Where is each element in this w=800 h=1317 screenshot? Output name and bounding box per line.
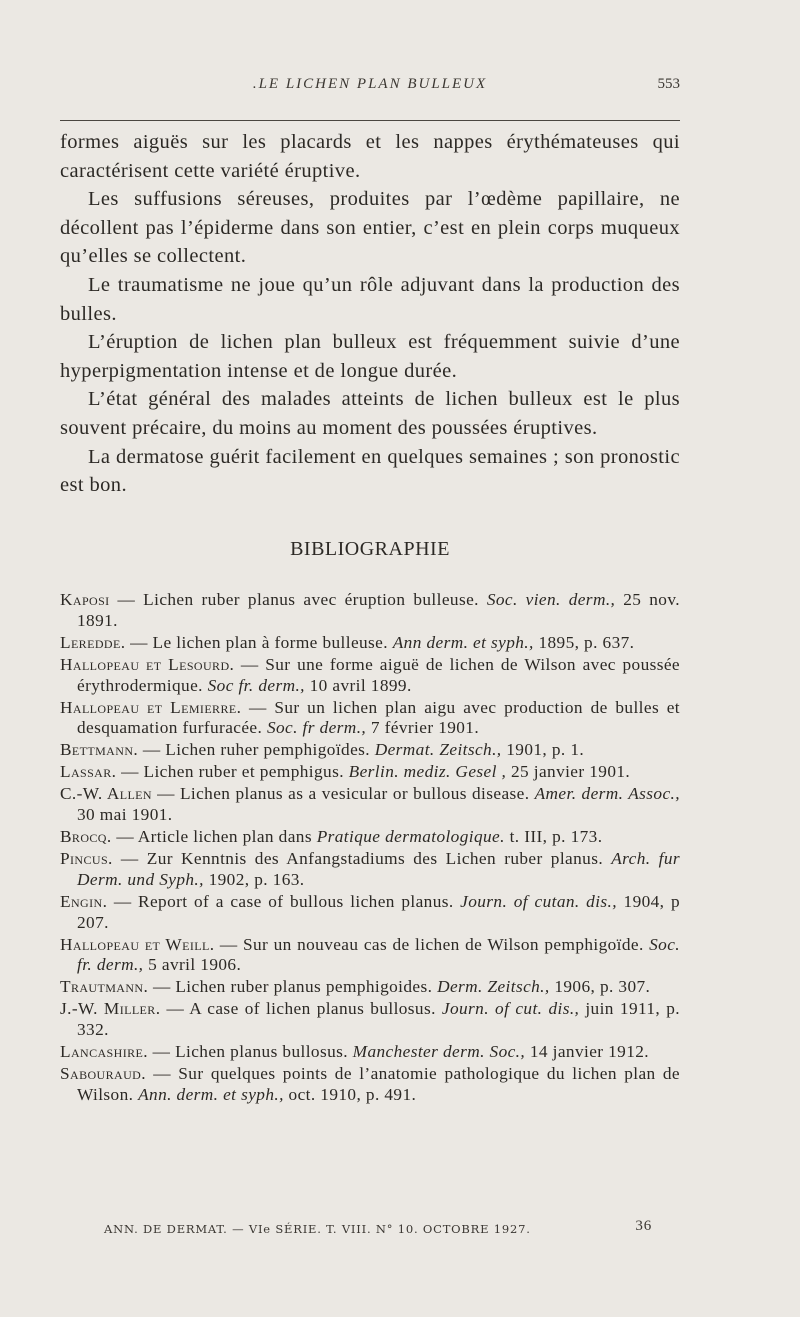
page-number: 553	[657, 76, 680, 92]
entry-text: . — A case of lichen planus bullosus.	[155, 999, 442, 1019]
bibliography-entry	[60, 999, 680, 1041]
entry-journal: Pratique dermatologique.	[316, 826, 505, 846]
paragraph: formes aiguës sur les placards et les nappes érythémateuses qui caractérisent cette variété éruptive.	[60, 131, 680, 182]
entry-details: 25 nov. 1891.	[77, 590, 680, 630]
page-footer	[104, 1218, 652, 1242]
entry-text: . — Le lichen plan à forme bulleuse.	[120, 632, 393, 652]
bibliography-entry	[60, 762, 680, 783]
entry-author: Bettmann	[60, 740, 134, 760]
entry-author: Leredde	[60, 632, 121, 652]
entry-details: 5 avril 1906.	[143, 955, 242, 975]
entry-details: oct. 1910, p. 491.	[283, 1084, 417, 1104]
entry-text: — Lichen planus as a vesicular or bullous disease.	[151, 784, 535, 804]
entry-details: juin 1911, p. 332.	[77, 999, 680, 1040]
entry-journal: Journ. of cutan. dis.,	[460, 891, 617, 911]
running-title: .LE LICHEN PLAN BULLEUX	[252, 76, 488, 92]
entry-text: . — Lichen ruber et pemphigus.	[111, 762, 349, 782]
entry-journal: Ann derm. et syph.,	[392, 632, 534, 652]
bibliography-title: BIBLIOGRAPHIE	[290, 538, 450, 560]
entry-text: . — Zur Kenntnis des Anfangstadiums des Lichen ruber planus.	[108, 848, 612, 868]
paragraph: Le traumatisme ne joue qu’un rôle adjuvant dans la production des bulles.	[60, 273, 680, 325]
entry-details: 14 janvier 1912.	[525, 1042, 650, 1062]
bibliography-entry	[60, 1064, 680, 1106]
entry-journal: Dermat. Zeitsch.,	[374, 740, 502, 760]
paragraph: La dermatose guérit facilement en quelques semaines ; son pronostic est bon.	[60, 445, 680, 497]
entry-details: 10 avril 1899.	[304, 675, 412, 695]
entry-journal: Manchester derm. Soc.,	[352, 1042, 526, 1062]
paragraph: L’état général des malades atteints de lichen bulleux est le plus souvent précaire, du moins au moment des poussées éruptives.	[60, 388, 680, 439]
entry-author: Hallopeau et Weill	[60, 934, 210, 954]
bibliography-list	[60, 590, 680, 1107]
entry-text: . — Sur quelques points de l’anatomie pathologique du lichen plan de Wilson.	[77, 1063, 680, 1104]
entry-text: . — Lichen planus bullosus.	[143, 1042, 353, 1062]
body-text	[60, 128, 680, 500]
paragraph: Les suffusions séreuses, produites par l’œdème papillaire, ne décollent pas l’épiderme dans son entier, c’est en plein corps muqueux qu’elles se collectent.	[60, 188, 680, 268]
entry-author: Kaposi	[60, 590, 110, 609]
entry-journal: Berlin. mediz. Gesel ,	[348, 762, 507, 782]
entry-journal: Amer. derm. Assoc.,	[534, 784, 680, 804]
signature-mark: 36	[635, 1218, 652, 1234]
bibliography-entry	[60, 977, 680, 998]
entry-author: Pincus	[60, 848, 109, 868]
footer-note: ANN. DE DERMAT. — VIe SÉRIE. T. VIII. N° 10. OCTOBRE 1927.	[104, 1222, 531, 1236]
entry-text: . — Report of a case of bullous lichen planus.	[102, 891, 461, 911]
bibliography-entry	[60, 784, 680, 826]
entry-details: 1901, p. 1.	[501, 740, 585, 760]
entry-author: Trautmann	[60, 977, 144, 997]
entry-text: . — Sur une forme aiguë de lichen de Wilson avec poussée érythrodermique.	[77, 654, 681, 695]
bibliography-entry	[60, 827, 680, 848]
bibliography-entry	[60, 849, 680, 891]
entry-author: Hallopeau et Lesourd	[60, 654, 230, 674]
entry-journal: Journ. of cut. dis.,	[441, 999, 580, 1019]
entry-author: Lancashire	[60, 1042, 144, 1062]
entry-text: — Lichen ruber planus avec éruption bulleuse.	[109, 590, 487, 609]
entry-text: . — Lichen ruber planus pemphigoides.	[143, 977, 438, 997]
bibliography-entry	[60, 1042, 680, 1063]
entry-author: Lassar	[60, 762, 112, 782]
entry-details: 1902, p. 163.	[203, 869, 305, 889]
entry-text: . — Sur un lichen plan aigu avec production de bulles et desquamation furfuracée.	[77, 697, 680, 738]
bibliography-entry	[60, 892, 680, 934]
bibliography-entry	[60, 590, 680, 632]
entry-author: J.-W. Miller	[60, 999, 156, 1019]
header-rule	[60, 120, 680, 121]
entry-details: 25 janvier 1901.	[506, 762, 631, 782]
entry-journal: Soc. fr. derm.,	[77, 934, 681, 975]
entry-journal: Arch. fur Derm. und Syph.,	[77, 848, 681, 889]
entry-author: Brocq	[60, 826, 107, 846]
entry-journal: Derm. Zeitsch.,	[437, 977, 550, 997]
entry-details: 1906, p. 307.	[549, 977, 651, 997]
entry-details: 1904, p 207.	[77, 891, 680, 932]
bibliography-entry	[60, 655, 680, 697]
entry-text: . — Lichen ruher pemphigoïdes.	[133, 740, 375, 760]
entry-author: Sabouraud	[60, 1063, 142, 1083]
entry-journal: Soc. fr derm.,	[266, 718, 367, 738]
bibliography-entry	[60, 740, 680, 761]
entry-details: 30 mai 1901.	[77, 805, 173, 825]
bibliography-entry	[60, 935, 680, 977]
entry-journal: Soc. vien. derm.,	[486, 590, 616, 609]
entry-journal: Ann. derm. et syph.,	[138, 1084, 284, 1104]
entry-details: 1895, p. 637.	[533, 632, 635, 652]
entry-author: Engin	[60, 891, 103, 911]
running-head	[60, 76, 680, 102]
entry-author: Hallopeau et Lemierre	[60, 697, 237, 717]
entry-author: C.-W. Allen	[60, 784, 152, 804]
entry-text: . — Article lichen plan dans	[106, 826, 317, 846]
entry-journal: Soc fr. derm.,	[207, 675, 305, 695]
entry-details: t. III, p. 173.	[504, 826, 603, 846]
entry-text: . — Sur un nouveau cas de lichen de Wilson pemphigoïde.	[209, 934, 650, 954]
paragraph: L’éruption de lichen plan bulleux est fréquemment suivie d’une hyperpigmentation intense et de longue durée.	[60, 331, 680, 382]
bibliography-entry	[60, 698, 680, 740]
entry-details: 7 février 1901.	[366, 718, 480, 738]
bibliography-entry	[60, 633, 680, 654]
